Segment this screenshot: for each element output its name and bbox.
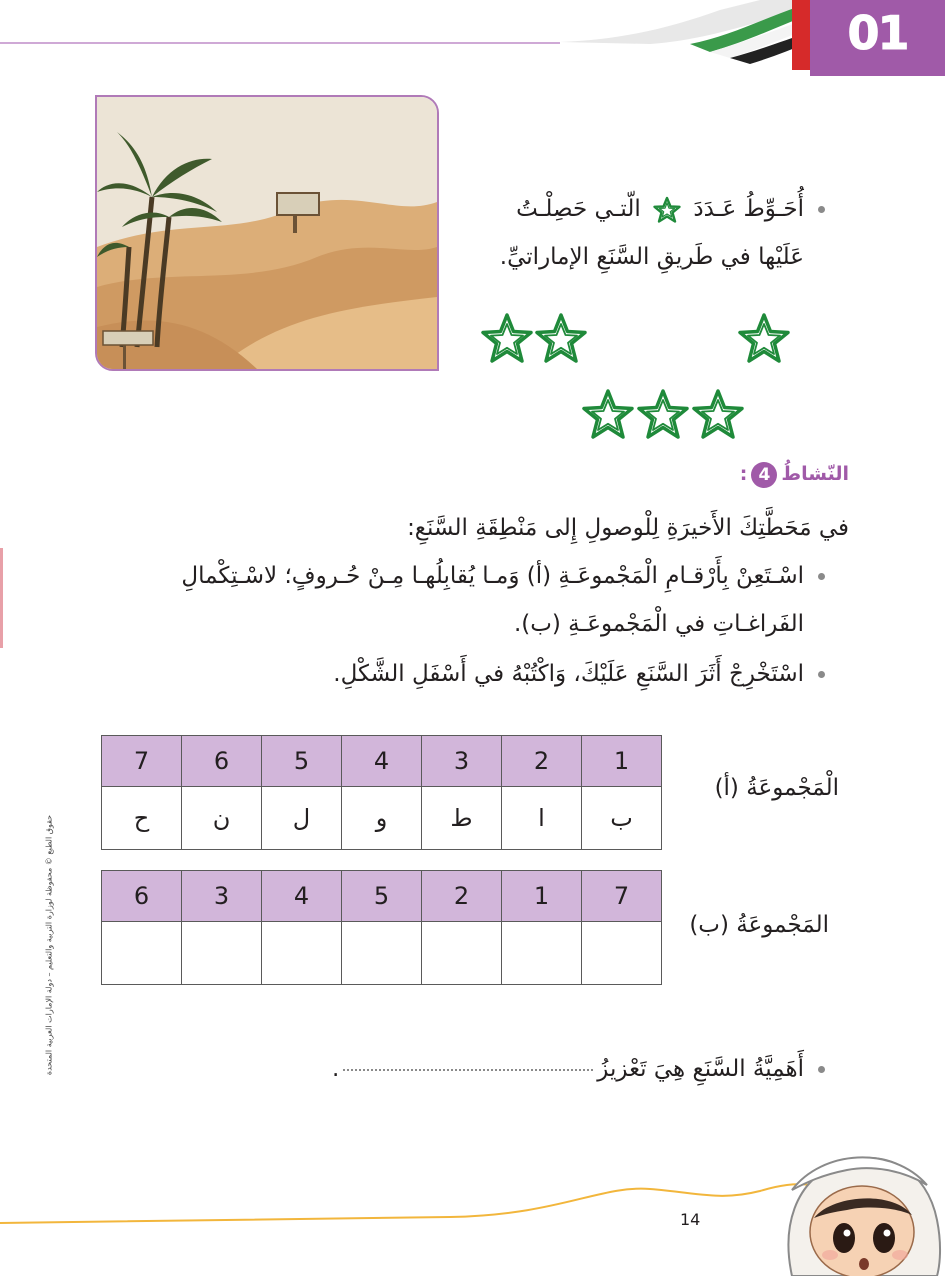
count-stars-instruction bbox=[405, 185, 825, 281]
desert-photo bbox=[95, 95, 439, 371]
bullet-dot bbox=[818, 206, 825, 213]
group-a-letter-cell: ل bbox=[262, 787, 342, 850]
bullet-1-line-1 bbox=[85, 552, 825, 600]
group-a-number-cell: 1 bbox=[582, 736, 662, 787]
group-a-table bbox=[101, 735, 662, 850]
group-a-number-cell: 6 bbox=[182, 736, 262, 787]
star-icon[interactable] bbox=[533, 312, 589, 366]
group-b-answer-cell[interactable] bbox=[262, 922, 342, 985]
group-a-number-cell: 2 bbox=[502, 736, 582, 787]
group-b-number-cell: 5 bbox=[342, 871, 422, 922]
group-b-number-cell: 1 bbox=[502, 871, 582, 922]
star-icon[interactable] bbox=[580, 388, 636, 442]
star-icon[interactable] bbox=[690, 388, 746, 442]
page-number: 14 bbox=[680, 1210, 701, 1229]
group-b-number-cell: 3 bbox=[182, 871, 262, 922]
group-a-number-cell: 3 bbox=[422, 736, 502, 787]
group-b-answer-cell[interactable] bbox=[182, 922, 262, 985]
activity-intro: في مَحَطَّتِكَ الأَخيرَةِ لِلْوصولِ إِلى مَنْطِقَةِ السَّنَعِ: bbox=[407, 515, 849, 541]
desert-scene-image bbox=[97, 97, 437, 369]
unit-number: 01 bbox=[847, 6, 908, 60]
bullet-1-line-2: الفَراغـاتِ في الْمَجْموعَـةِ (ب). bbox=[513, 611, 804, 637]
group-a-number-cell: 7 bbox=[102, 736, 182, 787]
bullet-dot bbox=[818, 1066, 825, 1073]
group-b-number-cell: 2 bbox=[422, 871, 502, 922]
group-a-number-cell: 4 bbox=[342, 736, 422, 787]
importance-period: . bbox=[331, 1056, 340, 1082]
copyright-credit bbox=[38, 780, 60, 1110]
left-edge-mark bbox=[0, 548, 3, 648]
group-b-answer-cell[interactable] bbox=[342, 922, 422, 985]
group-b-answer-cell[interactable] bbox=[502, 922, 582, 985]
star-icon[interactable] bbox=[479, 312, 535, 366]
answer-blank-line[interactable] bbox=[343, 1069, 593, 1071]
group-b-answer-cell[interactable] bbox=[422, 922, 502, 985]
group-b-answer-cell[interactable] bbox=[582, 922, 662, 985]
header-divider-line bbox=[0, 42, 560, 44]
group-a-letter-cell: و bbox=[342, 787, 422, 850]
activity-heading bbox=[740, 462, 849, 488]
group-b-number-cell: 4 bbox=[262, 871, 342, 922]
bullet-dot bbox=[818, 671, 825, 678]
activity-label: النّشاطُ bbox=[781, 463, 849, 485]
group-b-table bbox=[101, 870, 662, 985]
star-icon[interactable] bbox=[736, 312, 792, 366]
group-b-answer-cell[interactable] bbox=[102, 922, 182, 985]
activity-number-badge: 4 bbox=[751, 462, 777, 488]
group-b-number-cell: 6 bbox=[102, 871, 182, 922]
copyright-text: حقوق الطبع © محفوظة لوزارة التربية والتعليم – دولة الإمارات العربية المتحدة bbox=[44, 814, 54, 1076]
instruction-line-1 bbox=[405, 185, 825, 233]
group-a-number-cell: 5 bbox=[262, 736, 342, 787]
star-icon[interactable] bbox=[635, 388, 691, 442]
activity-colon: : bbox=[739, 463, 748, 485]
group-a-letter-cell: ط bbox=[422, 787, 502, 850]
boy-mascot-illustration bbox=[752, 1140, 945, 1276]
group-a-letter-cell: ا bbox=[502, 787, 582, 850]
flag-ribbon-decoration bbox=[560, 0, 810, 70]
bullet-1-text: اسْـتَعِنْ بِأَرْقـامِ الْمَجْموعَـةِ (أ) وَمـا يُقابِلُهـا مِـنْ حُـروفٍ؛ لاسْـتِكْمالِ bbox=[181, 563, 804, 589]
group-a-letter-cell: ن bbox=[182, 787, 262, 850]
activity-bullet-1 bbox=[85, 552, 825, 648]
bullet-2-text: اسْتَخْرِجْ أَثَرَ السَّنَعِ عَلَيْكَ، وَاكْتُبْهُ في أَسْفَلِ الشَّكْلِ. bbox=[333, 661, 804, 687]
importance-sentence bbox=[125, 1045, 825, 1093]
star-icon bbox=[652, 196, 682, 224]
importance-text: أَهَمِيَّةُ السَّنَعِ هِيَ تَعْزيزُ bbox=[597, 1056, 804, 1082]
instruction-text-part1: أُحَـوِّطُ عَـدَدَ bbox=[693, 196, 804, 222]
group-b-label: المَجْموعَةُ (ب) bbox=[689, 912, 829, 938]
unit-number-tab bbox=[810, 0, 945, 76]
group-b-number-cell: 7 bbox=[582, 871, 662, 922]
group-a-letter-cell: ح bbox=[102, 787, 182, 850]
group-a-label: الْمَجْموعَةُ (أ) bbox=[714, 775, 839, 801]
group-a-letter-cell: ب bbox=[582, 787, 662, 850]
instruction-line-2: عَلَيْها في طَريقِ السَّنَعِ الإماراتيِّ. bbox=[499, 244, 804, 270]
activity-bullet-2 bbox=[85, 650, 825, 698]
instruction-text-part2: الّتـي حَصِلْـتُ bbox=[516, 196, 641, 222]
bullet-dot bbox=[818, 573, 825, 580]
